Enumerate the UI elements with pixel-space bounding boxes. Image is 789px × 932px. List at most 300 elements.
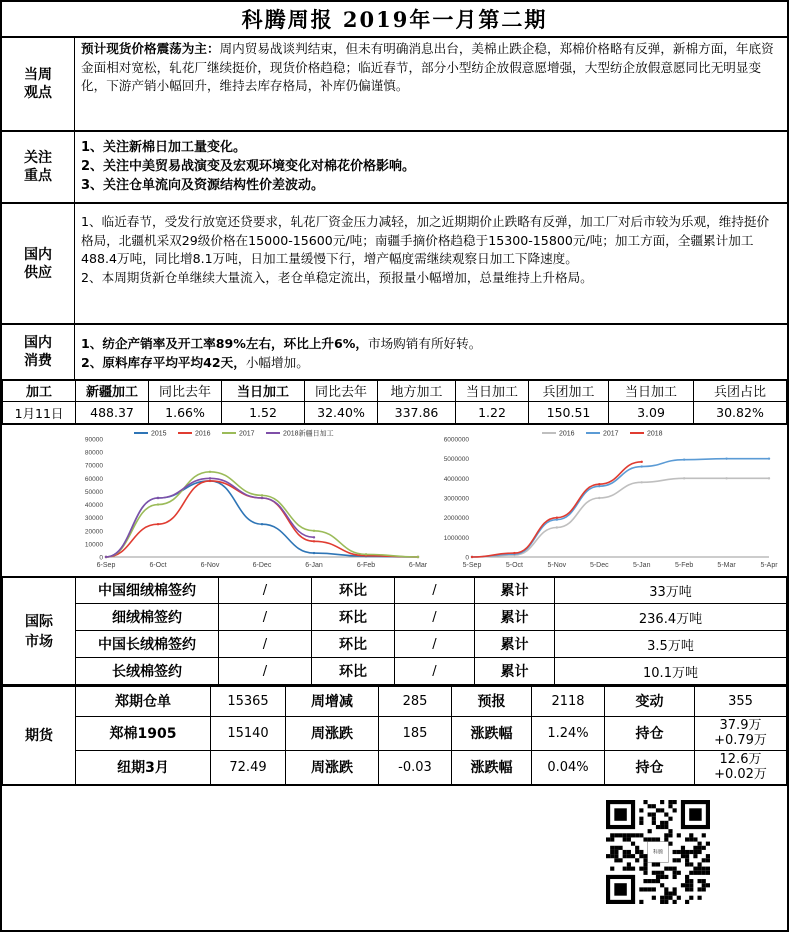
qr-module (656, 862, 660, 866)
qr-module (614, 849, 618, 853)
x-tick-label: 6-Nov (200, 562, 220, 569)
data-point (157, 503, 159, 505)
qr-module (668, 800, 672, 804)
qr-module (685, 854, 689, 858)
qr-module (652, 887, 656, 891)
y-tick-label: 6000000 (443, 436, 469, 444)
section-label: 期货 (3, 686, 76, 784)
x-tick-label: 5-Mar (717, 562, 736, 569)
qr-module (685, 858, 689, 862)
qr-module (664, 895, 668, 899)
table-header: 地方加工 (378, 380, 456, 402)
futures-cell: 变动 (605, 686, 695, 716)
data-point (365, 553, 367, 555)
qr-module (685, 849, 689, 853)
data-point (313, 552, 315, 554)
qr-module (681, 845, 685, 849)
y-tick-label: 10000 (84, 541, 103, 549)
qr-module (693, 837, 697, 841)
qr-module (643, 870, 647, 874)
qr-module (668, 841, 672, 845)
qr-module (648, 829, 652, 833)
data-point (641, 461, 643, 463)
futures-cell: 预报 (452, 686, 532, 716)
qr-module (631, 841, 635, 845)
data-point (313, 530, 315, 532)
qr-finder (614, 808, 626, 820)
intl-total: 33万吨 (555, 577, 787, 604)
qr-finder (614, 883, 626, 895)
qr-module (702, 845, 706, 849)
ring-label: 环比 (312, 658, 395, 685)
intl-total: 236.4万吨 (555, 604, 787, 631)
qr-module (618, 858, 622, 862)
legend-entry: 2017 (239, 430, 255, 438)
intl-row (3, 604, 787, 631)
futures-cell: 郑期仓单 (76, 686, 211, 716)
futures-cell: 周涨跌 (286, 750, 379, 784)
qr-module (677, 895, 681, 899)
qr-module (702, 879, 706, 883)
qr-module (702, 833, 706, 837)
data-point (598, 497, 600, 499)
qr-module (660, 808, 664, 812)
qr-module (689, 895, 693, 899)
futures-cell: 72.49 (211, 750, 286, 784)
qr-module (631, 866, 635, 870)
supply-section (2, 204, 787, 325)
x-tick-label: 5-Feb (674, 562, 694, 569)
qr-module (693, 866, 697, 870)
futures-cell: 持仓 (605, 750, 695, 784)
qr-module (702, 887, 706, 891)
qr-module (614, 833, 618, 837)
qr-module (698, 879, 702, 883)
ring-label: 环比 (312, 604, 395, 631)
consumption-section (2, 325, 787, 381)
qr-module (639, 899, 643, 903)
x-tick-label: 6-Feb (356, 562, 376, 569)
qr-module (656, 874, 660, 878)
qr-module (623, 866, 627, 870)
qr-module (614, 858, 618, 862)
qr-module (664, 887, 668, 891)
qr-module (693, 870, 697, 874)
qr-module (673, 870, 677, 874)
x-tick-label: 6-Mar (408, 562, 428, 569)
qr-module (673, 891, 677, 895)
qr-module (606, 854, 610, 858)
x-tick-label: 5-Sep (462, 562, 482, 569)
qr-module (627, 854, 631, 858)
legend-entry: 2018新疆日加工 (283, 430, 334, 438)
qr-module (685, 899, 689, 903)
qr-module (635, 833, 639, 837)
table-header: 当日加工 (222, 380, 305, 402)
qr-module (652, 804, 656, 808)
qr-module (656, 837, 660, 841)
legend-entry: 2015 (151, 430, 167, 438)
qr-module (623, 837, 627, 841)
table-header: 当日加工 (609, 380, 694, 402)
section-label: 关注 重点 (2, 132, 75, 202)
qr-module (635, 849, 639, 853)
series-line (106, 478, 314, 557)
table-header: 兵团加工 (529, 380, 609, 402)
qr-module (673, 899, 677, 903)
qr-module (668, 866, 672, 870)
qr-module (652, 870, 656, 874)
qr-module (643, 800, 647, 804)
table-cell: 30.82% (694, 402, 787, 424)
intl-ring-value: / (219, 658, 312, 685)
qr-module (664, 812, 668, 816)
qr-module (623, 849, 627, 853)
futures-cell: 355 (695, 686, 787, 716)
futures-cell: 15365 (211, 686, 286, 716)
qr-module (635, 845, 639, 849)
futures-cell: 纽期3月 (76, 750, 211, 784)
qr-module (660, 895, 664, 899)
data-point (261, 497, 263, 499)
qr-module (652, 816, 656, 820)
x-tick-label: 5-Nov (547, 562, 567, 569)
futures-cell: 12.6万 +0.02万 (695, 750, 787, 784)
qr-module (673, 887, 677, 891)
data-point (261, 523, 263, 525)
qr-module (685, 862, 689, 866)
intl-row (3, 631, 787, 658)
intl-row (3, 658, 787, 685)
qr-module (702, 858, 706, 862)
y-tick-label: 4000000 (443, 475, 469, 483)
qr-module (648, 812, 652, 816)
y-tick-label: 70000 (84, 462, 103, 470)
qr-module (668, 829, 672, 833)
qr-module (643, 854, 647, 858)
table-cell: 32.40% (305, 402, 378, 424)
qr-module (660, 824, 664, 828)
qr-module (664, 874, 668, 878)
qr-module (639, 820, 643, 824)
series-line (106, 481, 418, 557)
legend-entry: 2017 (603, 430, 619, 438)
qr-module (656, 870, 660, 874)
qr-module (689, 837, 693, 841)
qr-module (648, 837, 652, 841)
data-point (157, 523, 159, 525)
data-point (725, 477, 727, 479)
cumulative-processing-chart (432, 425, 777, 575)
qr-module (664, 824, 668, 828)
qr-module (643, 887, 647, 891)
data-point (313, 540, 315, 542)
qr-module (685, 879, 689, 883)
data-point (471, 556, 473, 558)
qr-module (664, 866, 668, 870)
qr-module (627, 837, 631, 841)
qr-module (689, 849, 693, 853)
table-cell: 1.22 (456, 402, 529, 424)
qr-module (652, 812, 656, 816)
data-point (513, 552, 515, 554)
qr-module (689, 879, 693, 883)
futures-table (2, 685, 787, 785)
qr-area (2, 785, 787, 911)
qr-module (673, 874, 677, 878)
futures-row (3, 716, 787, 750)
futures-cell: 37.9万 +0.79万 (695, 716, 787, 750)
x-tick-label: 5-Dec (589, 562, 609, 569)
qr-module (698, 862, 702, 866)
futures-cell: 郑棉1905 (76, 716, 211, 750)
cum-label: 累计 (475, 577, 555, 604)
table-header: 兵团占比 (694, 380, 787, 402)
futures-cell: 2118 (532, 686, 605, 716)
data-point (313, 536, 315, 538)
qr-module (664, 891, 668, 895)
qr-module (681, 854, 685, 858)
table-header: 同比去年 (305, 380, 378, 402)
qr-module (652, 820, 656, 824)
qr-module (627, 833, 631, 837)
futures-cell: -0.03 (379, 750, 452, 784)
x-tick-label: 6-Oct (149, 562, 167, 569)
x-tick-label: 6-Dec (252, 562, 272, 569)
qr-code[interactable] (596, 800, 720, 904)
data-point (768, 457, 770, 459)
data-point (641, 465, 643, 467)
y-tick-label: 90000 (84, 436, 103, 444)
qr-module (706, 870, 710, 874)
qr-module (664, 837, 668, 841)
qr-module (677, 858, 681, 862)
processing-header-row (3, 380, 787, 402)
qr-module (610, 845, 614, 849)
qr-finder (689, 808, 701, 820)
series-line (106, 481, 418, 557)
table-cell: 337.86 (378, 402, 456, 424)
data-point (417, 556, 419, 558)
qr-module (660, 899, 664, 903)
qr-module (656, 824, 660, 828)
qr-module (643, 858, 647, 862)
qr-module (610, 833, 614, 837)
qr-module (689, 870, 693, 874)
qr-module (702, 866, 706, 870)
supply-paragraph: 2、本周期货新仓单继续大量流入，老仓单稳定流出，预报量小幅增加，总量维持上升格局。 (81, 269, 593, 285)
qr-module (639, 854, 643, 858)
section-label: 当周 观点 (2, 38, 75, 130)
processing-table (2, 379, 787, 424)
qr-module (698, 870, 702, 874)
y-tick-label: 1000000 (443, 534, 469, 542)
qr-module (648, 887, 652, 891)
futures-cell: 周增减 (286, 686, 379, 716)
data-point (598, 483, 600, 485)
y-tick-label: 60000 (84, 475, 103, 483)
intl-row (3, 577, 787, 604)
qr-module (673, 866, 677, 870)
x-tick-label: 5-Jan (632, 562, 651, 569)
weekly-views-section (2, 38, 787, 132)
data-point (556, 516, 558, 518)
intl-ring-value: / (395, 658, 475, 685)
qr-module (681, 883, 685, 887)
qr-module (623, 833, 627, 837)
y-tick-label: 50000 (84, 488, 103, 496)
qr-module (689, 887, 693, 891)
cum-label: 累计 (475, 604, 555, 631)
ring-label: 环比 (312, 577, 395, 604)
qr-module (706, 858, 710, 862)
qr-module (668, 804, 672, 808)
qr-module (631, 854, 635, 858)
table-cell: 150.51 (529, 402, 609, 424)
intl-ring-value: / (395, 604, 475, 631)
qr-module (693, 854, 697, 858)
data-point (725, 457, 727, 459)
y-tick-label: 2000000 (443, 515, 469, 523)
y-tick-label: 30000 (84, 515, 103, 523)
futures-cell: 285 (379, 686, 452, 716)
data-point (209, 471, 211, 473)
qr-module (639, 849, 643, 853)
qr-module (660, 870, 664, 874)
data-point (105, 556, 107, 558)
qr-module (668, 833, 672, 837)
intl-total: 3.5万吨 (555, 631, 787, 658)
data-point (683, 458, 685, 460)
futures-row (3, 686, 787, 716)
legend-entry: 2016 (559, 430, 575, 438)
qr-module (698, 887, 702, 891)
x-tick-label: 5-Apr (760, 562, 778, 569)
data-point (209, 477, 211, 479)
futures-cell: 持仓 (605, 716, 695, 750)
table-header: 加工 (3, 380, 76, 402)
qr-module (668, 816, 672, 820)
qr-module (639, 833, 643, 837)
intl-item-name: 细绒棉签约 (76, 604, 219, 631)
qr-module (706, 841, 710, 845)
qr-module (677, 870, 681, 874)
qr-module (639, 887, 643, 891)
intl-ring-value: / (219, 604, 312, 631)
series-line (472, 478, 769, 557)
qr-module (660, 820, 664, 824)
qr-module (652, 895, 656, 899)
x-tick-label: 6-Jan (305, 562, 323, 569)
qr-module (623, 854, 627, 858)
section-label: 国内 消费 (2, 325, 75, 379)
qr-module (673, 849, 677, 853)
qr-module (627, 866, 631, 870)
table-header: 同比去年 (149, 380, 222, 402)
focus-section (2, 132, 787, 204)
qr-module (685, 874, 689, 878)
processing-value-row (3, 402, 787, 424)
qr-module (702, 883, 706, 887)
cum-label: 累计 (475, 631, 555, 658)
table-cell: 3.09 (609, 402, 694, 424)
qr-module (689, 862, 693, 866)
futures-cell: 1.24% (532, 716, 605, 750)
qr-module (656, 808, 660, 812)
qr-module (635, 858, 639, 862)
consumption-item: 1、纺企产销率及开工率89%左右，环比上升6%，市场购销有所好转。 (81, 336, 482, 351)
qr-module (664, 820, 668, 824)
qr-module (606, 837, 610, 841)
qr-module (643, 862, 647, 866)
qr-module (660, 883, 664, 887)
qr-module (618, 833, 622, 837)
qr-module (668, 895, 672, 899)
data-point (261, 494, 263, 496)
series-line (472, 462, 642, 557)
qr-module (664, 833, 668, 837)
futures-cell: 涨跌幅 (452, 716, 532, 750)
section-label: 国际 市场 (3, 577, 76, 685)
futures-cell: 0.04% (532, 750, 605, 784)
legend-entry: 2016 (195, 430, 211, 438)
qr-module (698, 895, 702, 899)
legend-entry: 2018 (647, 430, 663, 438)
data-point (556, 526, 558, 528)
qr-module (677, 833, 681, 837)
qr-module (689, 833, 693, 837)
qr-module (652, 837, 656, 841)
intl-ring-value: / (395, 577, 475, 604)
qr-module (693, 849, 697, 853)
focus-item: 3、关注仓单流向及资源结构性价差波动。 (81, 178, 325, 193)
intl-item-name: 中国长绒棉签约 (76, 631, 219, 658)
qr-module (677, 849, 681, 853)
qr-module (631, 833, 635, 837)
qr-module (698, 866, 702, 870)
intl-total: 10.1万吨 (555, 658, 787, 685)
qr-module (639, 866, 643, 870)
qr-module (614, 845, 618, 849)
qr-module (660, 800, 664, 804)
qr-module (648, 879, 652, 883)
qr-module (673, 800, 677, 804)
x-tick-label: 6-Sep (96, 562, 116, 569)
intl-ring-value: / (395, 631, 475, 658)
y-tick-label: 40000 (84, 502, 103, 510)
qr-module (698, 845, 702, 849)
series-line (106, 472, 418, 557)
data-point (209, 480, 211, 482)
cum-label: 累计 (475, 658, 555, 685)
x-tick-label: 5-Oct (505, 562, 523, 569)
table-cell: 1.66% (149, 402, 222, 424)
qr-module (643, 879, 647, 883)
qr-module (673, 808, 677, 812)
futures-cell: 15140 (211, 716, 286, 750)
qr-module (639, 808, 643, 812)
qr-module (652, 879, 656, 883)
qr-module (706, 883, 710, 887)
qr-module (698, 841, 702, 845)
qr-module (643, 837, 647, 841)
qr-module (660, 874, 664, 878)
y-tick-label: 20000 (84, 528, 103, 536)
qr-module (685, 837, 689, 841)
qr-module (706, 866, 710, 870)
table-header: 新疆加工 (76, 380, 149, 402)
data-point (157, 497, 159, 499)
